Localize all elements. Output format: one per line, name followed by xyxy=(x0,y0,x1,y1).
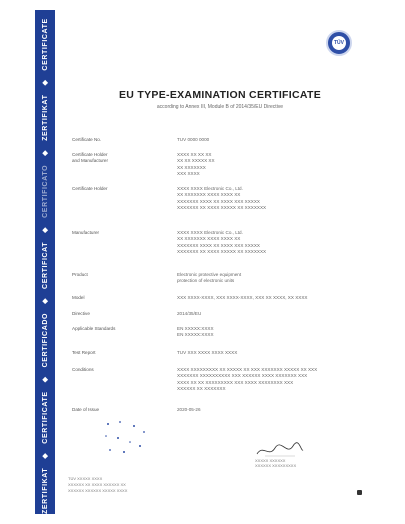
field-value-line: protection of electronic units xyxy=(177,278,235,284)
field-value-line: XXXX XXXX Electronic Co., Ltd. xyxy=(177,230,243,235)
field-value xyxy=(177,326,377,339)
sidebar-word: CERTIFICATE xyxy=(41,18,49,71)
sidebar-word: CERTIFICATE xyxy=(41,391,49,444)
sidebar-word: ZERTIFIKAT xyxy=(41,94,49,141)
signature-icon xyxy=(255,440,305,460)
field-value xyxy=(177,295,377,301)
field-value-line: TUV XXX XXXX XXXX XXXX xyxy=(177,350,238,355)
field-value xyxy=(177,311,377,317)
sidebar-bullet-icon: ◆ xyxy=(42,452,49,459)
sidebar-word: CERTIFICATO xyxy=(41,164,49,218)
sidebar-words xyxy=(35,3,55,514)
document-subtitle: according to Annex III, Module B of 2014/35/EU Directive xyxy=(156,104,284,110)
sidebar-word: ZERTIFIKAT xyxy=(41,467,49,514)
sidebar-bullet-icon: ◆ xyxy=(42,376,49,383)
sidebar-bullet-icon: ◆ xyxy=(42,226,49,233)
field-value-line: TUV 0000 0000 xyxy=(177,137,210,142)
field-value-line: XXXXXXX XXXXXXXXXX XXX XXXXXX XXXX XXXXXXX XXX xyxy=(177,373,308,379)
field-value xyxy=(177,186,377,212)
field-value xyxy=(177,272,377,285)
document-title: EU TYPE-EXAMINATION CERTIFICATE xyxy=(119,89,321,101)
field-value-line: EN XXXXX:XXXX xyxy=(177,332,214,338)
field-value-line: XX XX XXXXX XX xyxy=(177,158,215,164)
field-label: Model xyxy=(72,295,85,300)
tuv-logo xyxy=(326,30,352,56)
field-value xyxy=(177,407,377,413)
sidebar-bullet-icon: ◆ xyxy=(42,149,49,156)
field-value-line: XXXX XXXX Electronic Co., Ltd. xyxy=(177,186,243,191)
footer-line-3: XXXXXX XXXXXX XXXXX XXXX xyxy=(68,488,128,493)
field-value xyxy=(177,367,377,393)
field-value-line: XXXXXX XX XXXXXXX xyxy=(177,386,226,392)
sidebar-bullet-icon: ◆ xyxy=(42,79,49,86)
field-value-line: XXXX XX XX XX xyxy=(177,152,212,157)
field-value-line: 2020-05-26 xyxy=(177,407,201,412)
field-value-line: XXXXXXX XX XXXX XXXXX XX XXXXXXX xyxy=(177,205,267,211)
sidebar-word: CERTIFICADO xyxy=(41,312,49,368)
footer-line-2: XXXXXX XX XXXX XXXXXX XX xyxy=(68,482,126,487)
field-value-line: XXX XXXX xyxy=(177,171,200,177)
issuer-footer xyxy=(68,476,188,494)
field-label: Test Report xyxy=(72,350,96,355)
footer-line-1: TÜV XXXXX XXXX xyxy=(68,476,103,481)
field-label: Applicable Standards xyxy=(72,326,116,331)
field-value-line: XX XXXXXXX XXXX XXXX XX xyxy=(177,236,241,242)
field-value-line: XX XXXXXXX xyxy=(177,164,206,170)
field-value xyxy=(177,152,377,178)
field-value-line: XXXX XXXXXXXXX XX XXXXX XX XXX XXXXXXX XXXXX XX XXX xyxy=(177,367,318,372)
field-label: Certificate Holder and Manufacturer xyxy=(72,152,109,164)
field-label: Certificate No. xyxy=(72,137,102,142)
field-label: Directive xyxy=(72,311,90,316)
field-label: Conditions xyxy=(72,367,94,372)
field-value-line: XXXXXXX XXXX XX XXXX XXX XXXXX xyxy=(177,242,260,248)
field-value-line: 2014/35/EU xyxy=(177,311,202,316)
field-value xyxy=(177,137,377,143)
field-value xyxy=(177,350,377,356)
certificate-sidebar-band xyxy=(35,3,55,514)
tuv-logo-text: TÜV xyxy=(332,36,346,50)
field-value xyxy=(177,230,377,256)
field-label: Manufacturer xyxy=(72,230,100,235)
sidebar-bullet-icon: ◆ xyxy=(42,297,49,304)
field-value-line: XXX XXXX-XXXX, XXX XXXX-XXXX, XXX XX XXXX, XX XXXX xyxy=(177,295,308,300)
field-value-line: XXXX XX XX XXXXXXXXX XXX XXXX XXXXXXXX XXX xyxy=(177,379,294,385)
field-value-line: EN XXXXX:XXXX xyxy=(177,326,214,331)
sidebar-bullet-icon: ◆ xyxy=(42,3,49,10)
field-value-line: Electronic protective equipment xyxy=(177,272,242,277)
field-label: Date of Issue xyxy=(72,407,100,412)
field-value-line: XX XXXXXXX XXXX XXXX XX xyxy=(177,192,241,198)
page-marker xyxy=(357,490,362,495)
field-value-line: XXXXXXX XXXX XX XXXX XXX XXXXX xyxy=(177,198,260,204)
sidebar-word: CERTIFICAT xyxy=(41,241,49,289)
field-value-line: XXXXXXX XX XXXX XXXXX XX XXXXXXX xyxy=(177,249,267,255)
certification-seal-icon xyxy=(100,418,152,458)
field-label: Product xyxy=(72,272,88,277)
field-label: Certificate Holder xyxy=(72,186,108,191)
signature-caption: XXXXX XXXXXX XXXXXX XXXXXXXXX xyxy=(255,458,297,468)
